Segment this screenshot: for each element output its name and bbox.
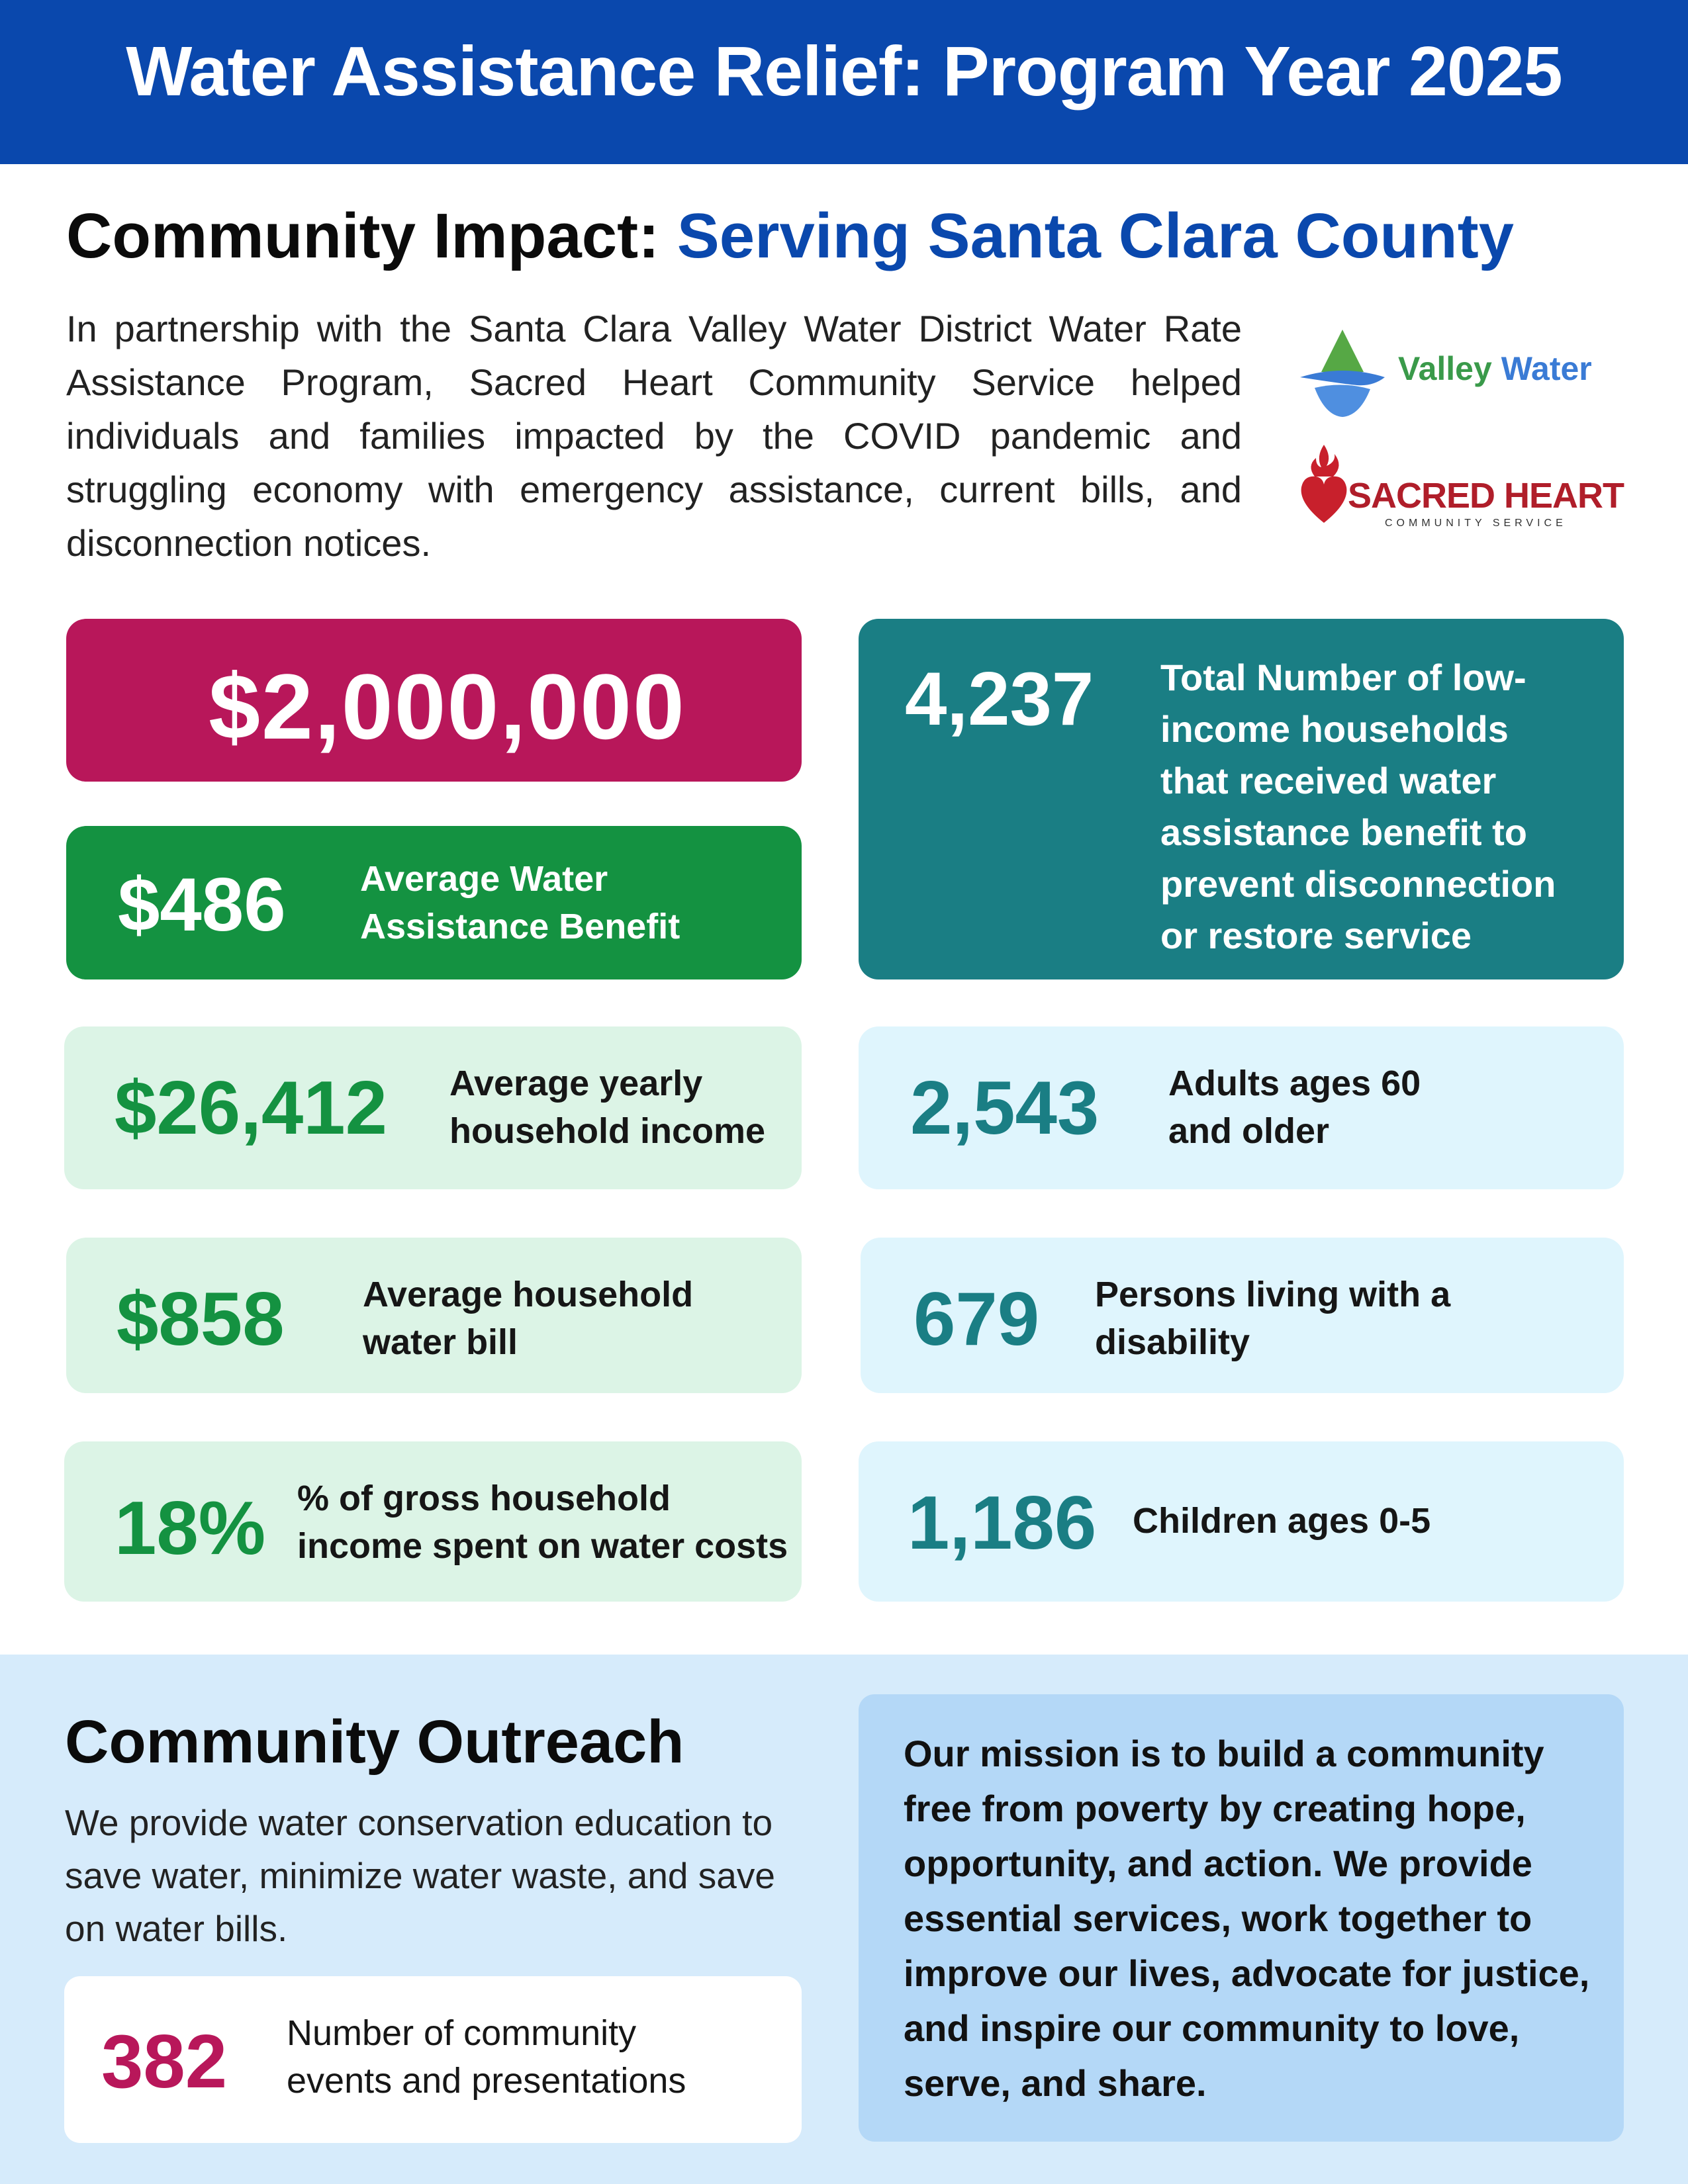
- households-label-line: or restore service: [1160, 915, 1472, 956]
- valley-word: Valley: [1398, 350, 1492, 387]
- households-label: [1160, 652, 1611, 962]
- water-word: Water: [1501, 350, 1592, 387]
- pct-income-value: 18%: [115, 1486, 266, 1570]
- avg-benefit-card: [66, 826, 802, 979]
- water-drop-icon: [1291, 324, 1390, 424]
- outreach-text: We provide water conservation education to save water, minimize water waste, and save on water bills.: [65, 1802, 775, 1949]
- disability-card: [861, 1238, 1624, 1393]
- pct-income-label-line: % of gross household: [297, 1479, 671, 1518]
- avg-benefit-label-line: Average Water: [360, 859, 608, 899]
- impact-heading: [66, 200, 1514, 273]
- water-bill-label: [363, 1271, 693, 1366]
- seniors-card: [859, 1026, 1624, 1189]
- events-label-line: Number of community: [287, 2013, 637, 2053]
- children-label: Children ages 0-5: [1133, 1501, 1431, 1541]
- impact-heading-prefix: Community Impact:: [66, 201, 677, 271]
- households-card: [859, 619, 1624, 979]
- income-label: [449, 1060, 765, 1155]
- water-bill-card: [66, 1238, 802, 1393]
- households-label-line: income households: [1160, 708, 1509, 750]
- pct-income-label: [297, 1475, 788, 1570]
- water-bill-value: $858: [117, 1277, 285, 1361]
- households-label-line: that received water: [1160, 760, 1497, 801]
- pct-income-label-line: income spent on water costs: [297, 1526, 788, 1566]
- households-label-line: Total Number of low-: [1160, 657, 1526, 698]
- mission-statement: Our mission is to build a community free from poverty by creating hope, opportunity, and action. We provide essential services, work together to improve our lives, advocate for justice, and inspire our community to love, serve, and share.: [904, 1733, 1590, 2104]
- households-label-line: assistance benefit to: [1160, 811, 1527, 853]
- avg-benefit-value: $486: [118, 863, 286, 947]
- disability-label-line: disability: [1095, 1322, 1250, 1362]
- heart-flame-icon: [1297, 442, 1350, 528]
- water-bill-label-line: water bill: [363, 1322, 518, 1362]
- pct-income-card: [64, 1441, 802, 1602]
- income-label-line: household income: [449, 1111, 766, 1151]
- households-value: 4,237: [905, 657, 1094, 741]
- disability-label-line: Persons living with a: [1095, 1275, 1451, 1314]
- total-amount-card: [66, 619, 802, 782]
- seniors-label: [1168, 1060, 1421, 1155]
- valley-water-wordmark: [1398, 349, 1592, 388]
- children-value: 1,186: [908, 1481, 1097, 1565]
- events-label: [287, 2009, 686, 2105]
- seniors-label-line: Adults ages 60: [1168, 1064, 1421, 1103]
- valley-water-logo: [1291, 324, 1609, 424]
- sacred-heart-wordmark: SACRED HEART: [1348, 476, 1624, 516]
- page-title: Water Assistance Relief: Program Year 2025: [126, 32, 1562, 111]
- sacred-heart-subtitle: COMMUNITY SERVICE: [1385, 518, 1567, 529]
- disability-label: [1095, 1271, 1450, 1366]
- income-card: [64, 1026, 802, 1189]
- total-amount-value: $2,000,000: [209, 655, 686, 758]
- water-bill-label-line: Average household: [363, 1275, 694, 1314]
- events-label-line: events and presentations: [287, 2061, 686, 2101]
- disability-value: 679: [914, 1277, 1040, 1361]
- avg-benefit-label: [360, 855, 680, 950]
- households-label-line: prevent disconnection: [1160, 863, 1556, 905]
- seniors-label-line: and older: [1168, 1111, 1330, 1151]
- avg-benefit-label-line: Assistance Benefit: [360, 907, 680, 946]
- events-card: [64, 1976, 802, 2143]
- children-card: [859, 1441, 1624, 1602]
- events-value: 382: [101, 2020, 228, 2104]
- intro-paragraph: In partnership with the Santa Clara Valley Water District Water Rate Assistance Program, Sacred Heart Community Service helped individuals and families impacted by the COVID pandemic and struggling economy with emergency assistance, current bills, and disconnection notices.: [66, 308, 1242, 564]
- income-label-line: Average yearly: [449, 1064, 703, 1103]
- impact-heading-accent: Serving Santa Clara County: [677, 201, 1515, 271]
- sacred-heart-logo: [1297, 442, 1624, 535]
- header-banner: [0, 0, 1688, 164]
- outreach-heading: Community Outreach: [65, 1708, 684, 1776]
- income-value: $26,412: [115, 1066, 388, 1150]
- seniors-value: 2,543: [910, 1066, 1100, 1150]
- mission-card: [859, 1694, 1624, 2142]
